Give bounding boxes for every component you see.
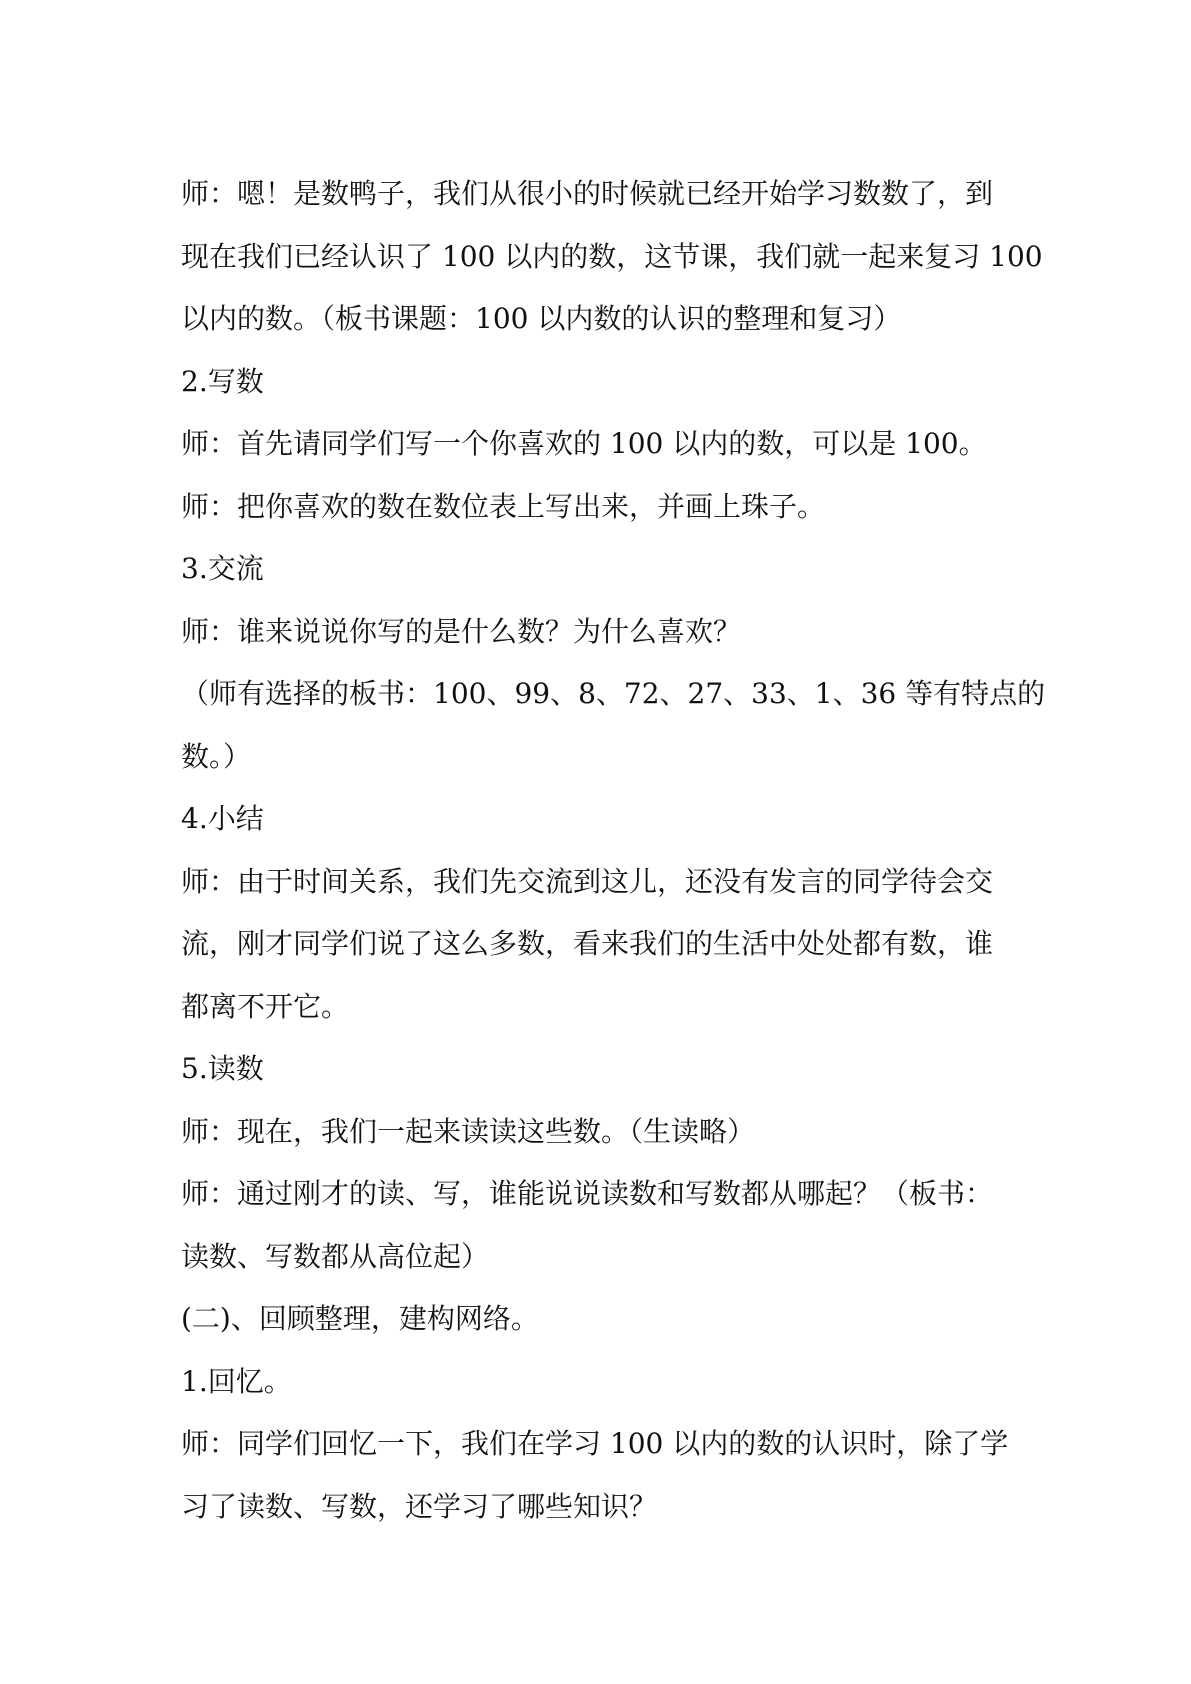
text-line: 师：同学们回忆一下，我们在学习 100 以内的数的认识时，除了学 xyxy=(181,1427,1009,1460)
section-heading: 5.读数 xyxy=(181,1052,264,1085)
text-line: 师：谁来说说你写的是什么数？为什么喜欢？ xyxy=(181,614,742,648)
text-line: 师：嗯！是数鸭子，我们从很小的时候就已经开始学习数数了，到 xyxy=(181,177,994,210)
text-line: 都离不开它。 xyxy=(181,989,350,1023)
text-line: 以内的数。（板书课题：100 以内数的认识的整理和复习） xyxy=(181,302,902,335)
text-line: 读数、写数都从高位起） xyxy=(181,1239,490,1273)
text-line: 流，刚才同学们说了这么多数，看来我们的生活中处处都有数，谁 xyxy=(181,927,994,960)
text-line: 数。） xyxy=(181,739,252,773)
section-heading: (二)、回顾整理，建构网络。 xyxy=(181,1302,539,1335)
text-line: 师：首先请同学们写一个你喜欢的 100 以内的数，可以是 100。 xyxy=(181,427,987,460)
text-line: 现在我们已经认识了 100 以内的数，这节课，我们就一起来复习 100 xyxy=(181,239,1043,273)
section-heading: 2.写数 xyxy=(181,364,264,398)
section-heading: 4.小结 xyxy=(181,802,264,835)
text-line: 师：通过刚才的读、写，谁能说说读数和写数都从哪起？（板书： xyxy=(181,1177,994,1210)
text-line: 师：现在，我们一起来读读这些数。（生读略） xyxy=(181,1114,756,1148)
document-body xyxy=(181,163,1046,1538)
text-line: 习了读数、写数，还学习了哪些知识？ xyxy=(181,1489,658,1523)
text-line: 师：由于时间关系，我们先交流到这儿，还没有发言的同学待会交 xyxy=(181,864,994,898)
text-line: （师有选择的板书：100、99、8、72、27、33、1、36 等有特点的 xyxy=(181,677,1046,710)
section-heading: 1.回忆。 xyxy=(181,1364,292,1398)
section-heading: 3.交流 xyxy=(181,552,264,585)
text-line: 师：把你喜欢的数在数位表上写出来，并画上珠子。 xyxy=(181,489,826,523)
